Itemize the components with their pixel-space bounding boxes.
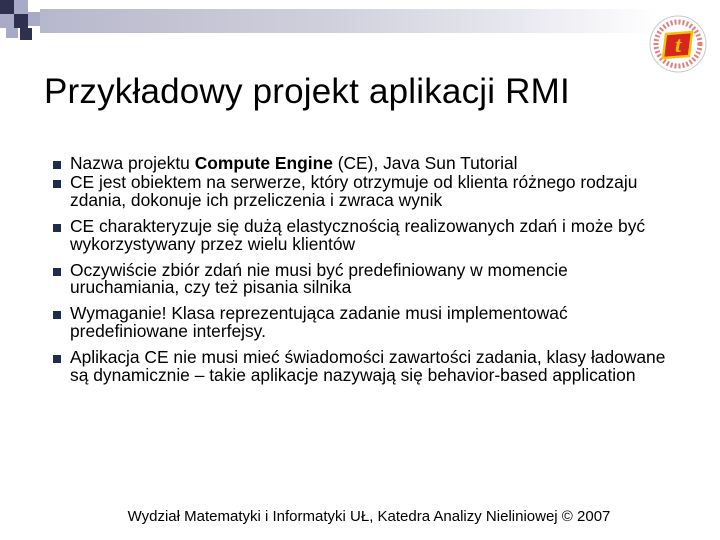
square-bullet-icon	[53, 311, 61, 319]
bullet-item	[55, 305, 680, 341]
bullet-text: CE charakteryzuje się dużą elastycznością realizowanych zdań i może być wykorzystywany przez wielu klientów	[70, 215, 646, 254]
square-bullet-icon	[53, 180, 61, 188]
bullet-text: Wymaganie! Klasa reprezentująca zadanie musi implementować predefiniowane interfejsy.	[70, 303, 568, 342]
corner-square	[28, 0, 40, 12]
bullet-item	[55, 259, 680, 298]
bullet-text: Aplikacja CE nie musi mieć świadomości zawartości zadania, klasy ładowane są dynamicznie – takie aplikacje nazywają się behavior-based application	[70, 347, 666, 386]
bullet-item	[55, 171, 680, 210]
square-bullet-icon	[53, 355, 61, 363]
square-bullet-icon	[53, 224, 61, 232]
corner-square	[0, 14, 14, 28]
slide-footer: Wydział Matematyki i Informatyki UŁ, Katedra Analizy Nieliniowej © 2007	[127, 508, 611, 525]
bullet-text: (CE), Java Sun Tutorial	[332, 153, 518, 173]
corner-square	[28, 12, 40, 26]
bullet-text: CE jest obiektem na serwerze, który otrzymuje od klienta różnego rodzaju zdania, dokonuje ich przeliczenia i zwraca wynik	[70, 171, 638, 210]
corner-square	[6, 28, 18, 38]
corner-square	[14, 14, 28, 28]
bullet-item	[55, 349, 680, 385]
bullet-item	[55, 215, 680, 254]
bullet-text: Nazwa projektu	[70, 153, 195, 173]
logo-letter: t	[674, 32, 682, 57]
university-logo-icon	[648, 14, 708, 74]
corner-square	[14, 0, 28, 14]
header-band	[40, 9, 660, 33]
bullet-text: Oczywiście zbiór zdań nie musi być predefiniowany w momencie uruchamiania, czy też pisania silnika	[70, 259, 568, 298]
square-bullet-icon	[53, 161, 61, 169]
bullet-bold-text: Compute Engine	[194, 153, 333, 173]
bullet-list	[55, 155, 680, 385]
slide-title: Przykładowy projekt aplikacji RMI	[44, 72, 570, 111]
square-bullet-icon	[53, 268, 61, 276]
bullet-item	[55, 155, 680, 173]
corner-square	[20, 28, 32, 40]
corner-square	[0, 0, 14, 14]
